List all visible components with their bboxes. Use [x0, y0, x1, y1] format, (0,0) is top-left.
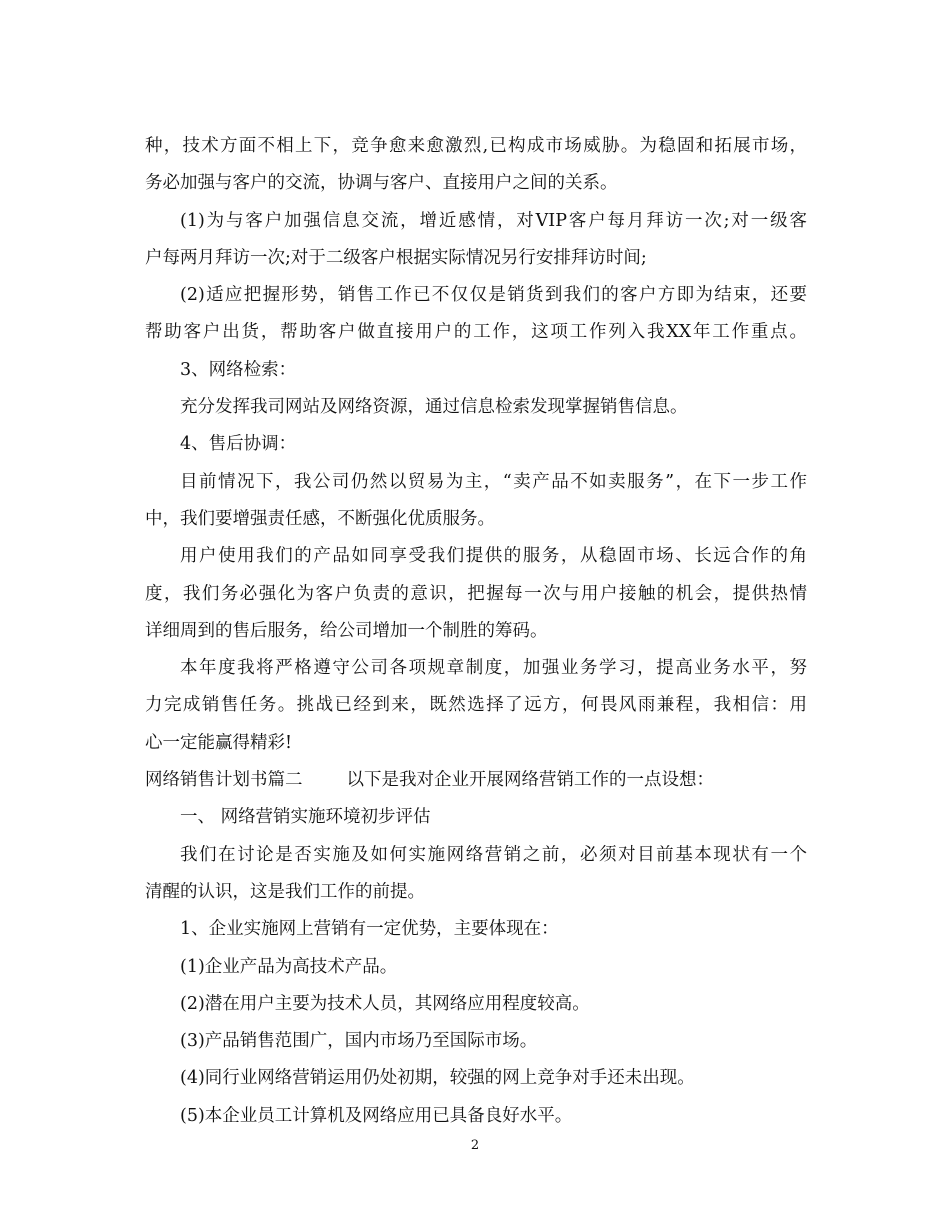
- document-body: [145, 128, 807, 1135]
- text-line: (5)本企业员工计算机及网络应用已具备良好水平。: [180, 1105, 573, 1126]
- text-line: 充分发挥我司网站及网络资源，通过信息检索发现掌握销售信息。: [180, 397, 688, 418]
- text-line: 帮助客户出货，帮助客户做直接用户的工作，这项工作列入我XX年工作重点。: [145, 322, 807, 343]
- text-line: (2)潜在用户主要为技术人员，其网络应用程度较高。: [180, 993, 590, 1014]
- text-line: 心一定能赢得精彩!: [145, 732, 293, 753]
- text-line: 1、企业实施网上营销有一定优势，主要体现在：: [180, 919, 559, 940]
- text-line: 务必加强与客户的交流，协调与客户、直接用户之间的关系。: [145, 173, 618, 194]
- text-line: 用户使用我们的产品如同享受我们提供的服务，从稳固市场、长远合作的角: [180, 546, 807, 567]
- text-line: 以下是我对企业开展网络营销工作的一点设想：: [346, 770, 714, 791]
- text-line: 本年度我将严格遵守公司各项规章制度，加强业务学习，提高业务水平，努: [180, 658, 807, 679]
- section-heading-line: [145, 762, 807, 799]
- text-line: 详细周到的售后服务，给公司增加一个制胜的筹码。: [145, 620, 548, 641]
- text-line: 一、 网络营销实施环境初步评估: [180, 807, 431, 828]
- page-number: 2: [470, 1138, 480, 1153]
- text-line: (2)适应把握形势，销售工作已不仅仅是销货到我们的客户方即为结束，还要: [180, 285, 807, 306]
- text-line: 4、售后协调：: [180, 434, 297, 455]
- text-line: (4)同行业网络营销运用仍处初期，较强的网上竞争对手还未出现。: [180, 1068, 695, 1089]
- text-line: (1)企业产品为高技术产品。: [180, 956, 398, 977]
- text-line: 我们在讨论是否实施及如何实施网络营销之前，必须对目前基本现状有一个: [180, 844, 807, 865]
- section-heading: 网络销售计划书篇二: [145, 770, 303, 791]
- text-line: 户每两月拜访一次;对于二级客户根据实际情况另行安排拜访时间;: [145, 247, 647, 268]
- text-line: 目前情况下，我公司仍然以贸易为主，“卖产品不如卖服务”，在下一步工作: [180, 471, 807, 492]
- text-line: (1)为与客户加强信息交流，增近感情，对VIP客户每月拜访一次;对一级客: [180, 210, 807, 231]
- text-line: (3)产品销售范围广，国内市场乃至国际市场。: [180, 1031, 538, 1052]
- text-line: 中，我们要增强责任感，不断强化优质服务。: [145, 508, 495, 529]
- text-line: 种，技术方面不相上下，竞争愈来愈激烈,已构成市场威胁。为稳固和拓展市场，: [145, 136, 807, 156]
- text-line: 力完成销售任务。挑战已经到来，既然选择了远方，何畏风雨兼程，我相信：用: [145, 695, 807, 716]
- text-line: 清醒的认识，这是我们工作的前提。: [145, 881, 425, 902]
- text-line: 3、网络检索：: [180, 359, 297, 380]
- text-line: 度，我们务必强化为客户负责的意识，把握每一次与用户接触的机会，提供热情: [145, 583, 807, 604]
